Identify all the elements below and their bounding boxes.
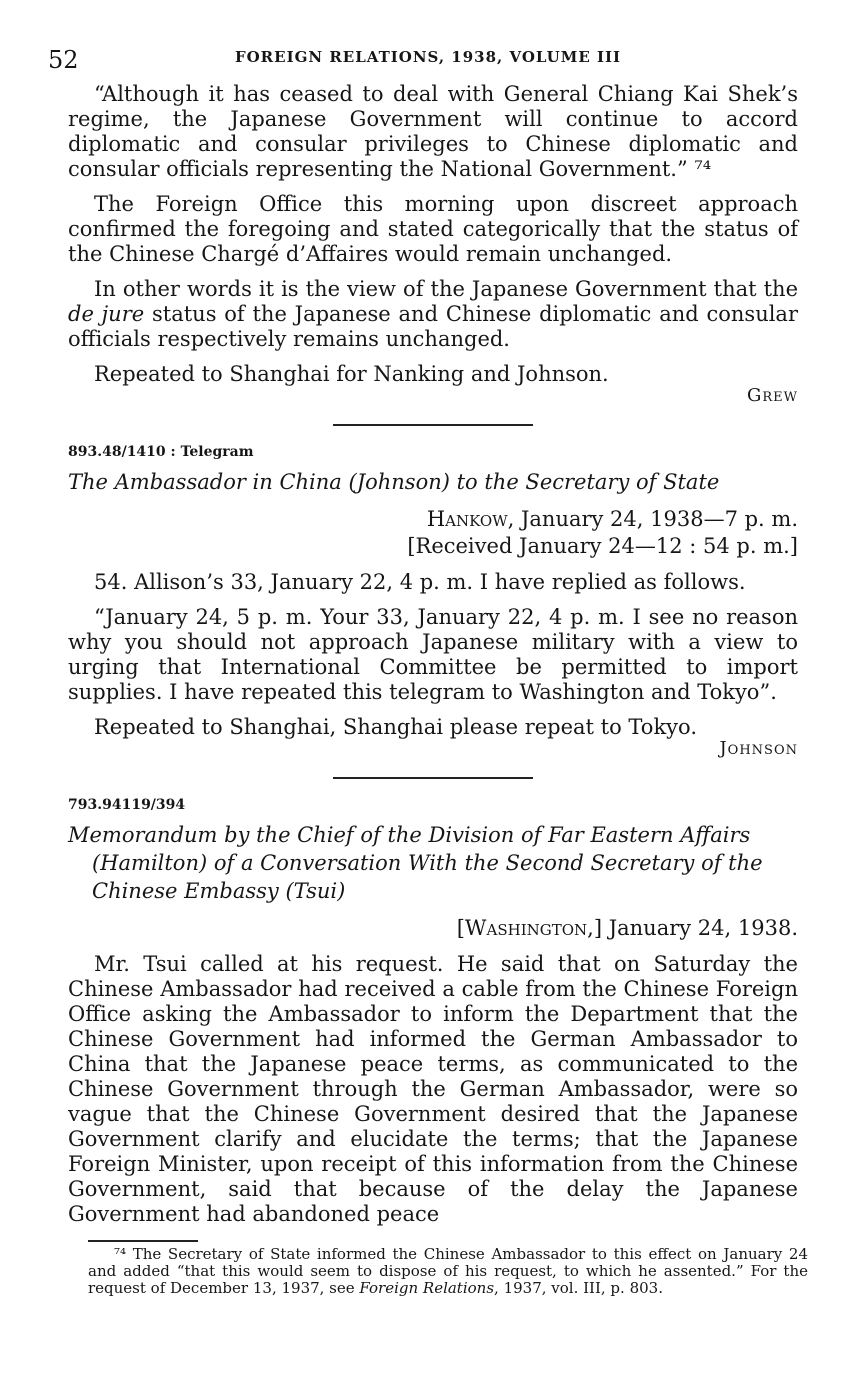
footnotes — [88, 1246, 808, 1297]
page-number: 52 — [48, 46, 79, 74]
de-jure-italic: de jure — [68, 302, 145, 326]
doc-id-memorandum: 793.94119/394 — [68, 797, 186, 813]
signature-johnson: Johnson — [719, 738, 798, 759]
doc-id-telegram: 893.48/1410 : Telegram — [68, 444, 254, 460]
page-header — [48, 44, 808, 74]
signature-grew: Grew — [746, 385, 798, 406]
section-divider — [333, 424, 533, 426]
telegram-repeated: Repeated to Shanghai, Shanghai please repeat to Tokyo. — [94, 715, 697, 739]
telegram-quote: “January 24, 5 p. m. Your 33, January 22, 4 p. m. I see no reason why you should not approach Japanese military with a view to urging that International Committee be permitted to import supplies. I have repeated this telegram to Washington and Tokyo”. — [68, 605, 798, 704]
memorandum-dateline: [Washington,] January 24, 1938. — [456, 916, 798, 940]
de-jure-paragraph: In other words it is the view of the Japanese Government that the de jure status of the Japanese and Chinese diplomatic and consular officials respectively remains unchanged. — [68, 277, 798, 351]
section-divider-2 — [333, 777, 533, 779]
repeated-paragraph: Repeated to Shanghai for Nanking and Johnson. — [94, 362, 609, 386]
running-head: FOREIGN RELATIONS, 1938, VOLUME III — [234, 48, 622, 66]
telegram-title: The Ambassador in China (Johnson) to the Secretary of State — [68, 470, 720, 494]
memorandum-paragraph: Mr. Tsui called at his request. He said that on Saturday the Chinese Ambassador had received a cable from the Chinese Foreign Office asking the Ambassador to inform the Department that the Chinese Government had informed the German Ambassador to China that the Japanese peace terms, as communicated to the Chinese Government through the German Ambassador, were so vague that the Chinese Government desired that the Japanese Government clarify and elucidate the terms; that the Japanese Foreign Minister, upon receipt of this information from the Chinese Government, said that because of the delay the Japanese Government had abandoned peace — [68, 952, 798, 1226]
document-body — [68, 82, 798, 1227]
telegram-dateline: Hankow, January 24, 1938—7 p. m. — [426, 507, 798, 531]
memorandum-title: Memorandum by the Chief of the Division of Far Eastern Affairs (Hamilton) of a Conversation With the Second Secretary of the Chinese Embassy (Tsui) — [68, 823, 763, 903]
foreign-office-paragraph: The Foreign Office this morning upon discreet approach confirmed the foregoing and stated categorically that the status of the Chinese Chargé d’Affaires would remain unchanged. — [68, 192, 798, 266]
telegram-paragraph-1: 54. Allison’s 33, January 22, 4 p. m. I have replied as follows. — [94, 570, 746, 594]
quoted-statement: “Although it has ceased to deal with General Chiang Kai Shek’s regime, the Japanese Government will continue to accord diplomatic and consular privileges to Chinese diplomatic and consular officials representing the National Government.” ⁷⁴ — [68, 82, 798, 181]
footnote-rule — [88, 1240, 198, 1242]
telegram-received: [Received January 24—12 : 54 p. m.] — [407, 534, 798, 558]
footnote-74: ⁷⁴ The Secretary of State informed the Chinese Ambassador to this effect on January 24 and added “that this would seem to dispose of his request, to which he assented.” For the request of December 13, 1937, see Foreign Relations, 1937, vol. III, p. 803. — [88, 1245, 808, 1297]
